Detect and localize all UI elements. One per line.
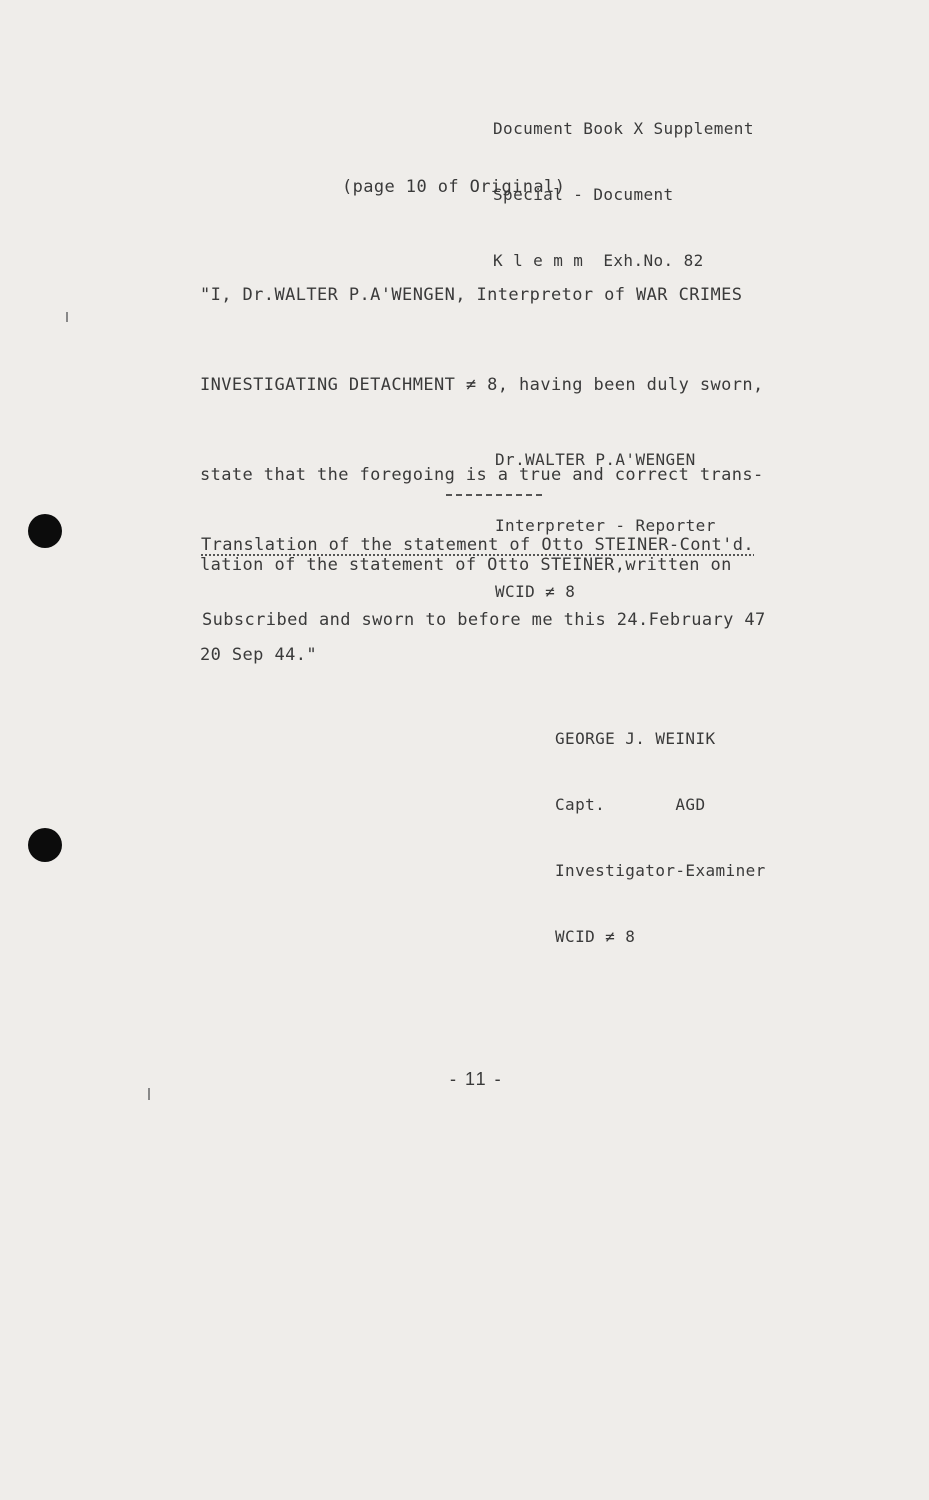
translation-heading: Translation of the statement of Otto STEINER-Cont'd. xyxy=(201,535,755,555)
header-line-3: K l e m m Exh.No. 82 xyxy=(493,251,704,270)
page-reference: (page 10 of Original) xyxy=(342,177,566,197)
certification-line: state that the foregoing is a true and correct trans- xyxy=(200,465,764,485)
punch-hole-lower xyxy=(28,828,62,862)
paper-speck xyxy=(148,1088,150,1100)
sworn-statement: Subscribed and sworn to before me this 24.February 47 xyxy=(202,610,766,630)
page-number: - 11 - xyxy=(450,1069,503,1089)
examiner-unit: WCID ≠ 8 xyxy=(555,927,636,946)
interpreter-unit: WCID ≠ 8 xyxy=(495,582,576,601)
examiner-rank: Capt. AGD xyxy=(555,795,706,814)
interpreter-title: Interpreter - Reporter xyxy=(495,516,716,535)
separator-line xyxy=(446,494,542,496)
examiner-name: GEORGE J. WEINIK xyxy=(555,729,716,748)
interpreter-name: Dr.WALTER P.A'WENGEN xyxy=(495,450,696,469)
examiner-signature-block xyxy=(555,684,766,992)
examiner-title: Investigator-Examiner xyxy=(555,861,766,880)
header-line-1: Document Book X Supplement xyxy=(493,119,754,138)
certification-line: 20 Sep 44." xyxy=(200,645,317,665)
certification-line: INVESTIGATING DETACHMENT ≠ 8, having been duly sworn, xyxy=(200,375,764,395)
paper-speck xyxy=(66,312,68,322)
punch-hole-upper xyxy=(28,514,62,548)
certification-line: "I, Dr.WALTER P.A'WENGEN, Interpretor of WAR CRIMES xyxy=(200,285,743,305)
header-line-2: Special - Document xyxy=(493,185,674,204)
certification-line: lation of the statement of Otto STEINER,written on xyxy=(200,555,732,575)
